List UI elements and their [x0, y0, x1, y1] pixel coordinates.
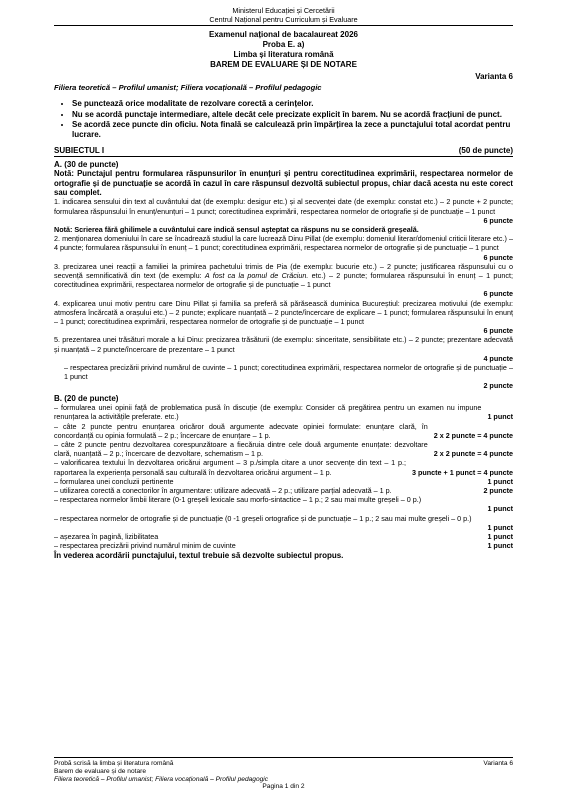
item-text: – câte 2 puncte pentru enunțarea oricăror două argumente adecvate opiniei formulate: enunțare clară, în concordanță cu opinia formulată – 2 p.; încercare de enunțare – 1 p.	[54, 421, 428, 440]
item-score: 1 punct	[487, 541, 513, 551]
item-score: 2 puncte	[483, 486, 513, 496]
item-quote: A fost ca la pomul de Crăciun.	[204, 271, 309, 280]
b-item	[54, 477, 513, 486]
item-text: – respectarea normelor limbii literare (0-1 greșeli lexicale sau morfo-sintactice – 1 p.; 2 sau mai multe greșeli – 0 p.)	[54, 495, 422, 505]
subject-title: Limba și literatura română	[233, 50, 334, 60]
b-item	[54, 403, 513, 421]
instruction-item: • Nu se acordă punctaje intermediare, altele decât cele precizate explicit în barem. Nu se acordă fracțiuni de punct.	[72, 110, 513, 120]
b-item	[54, 440, 513, 458]
item-score: 2 x 2 puncte = 4 puncte	[433, 449, 513, 459]
proba-title: Proba E. a)	[262, 40, 305, 50]
item-score: 4 puncte	[483, 353, 513, 363]
instruction-item: • Se acordă zece puncte din oficiu. Nota finală se calculează prin împărțirea la zece a punctajului total acordat pentru lucrare.	[72, 120, 513, 139]
filiera-line: Filiera teoretică – Profilul umanist; Filiera vocațională – Profilul pedagogic	[54, 83, 322, 93]
item-text-cont: etc.) – 2 puncte; formularea răspunsului în enunț – 1 punct; corectitudinea exprimării, respectarea normelor de ortografie și de punctuație – 1 punct	[54, 271, 513, 290]
item-score: 6 puncte	[483, 252, 513, 262]
item-score: 6 puncte	[483, 289, 513, 299]
subiect-heading	[54, 146, 513, 157]
item-text: – respectarea precizării privind numărul minim de cuvinte	[54, 541, 236, 551]
item-score: 1 punct	[487, 476, 513, 486]
section-b-final-note: În vederea acordării punctajului, textul trebuie să dezvolte subiectul propus.	[54, 551, 344, 561]
item-text: – formularea unei concluzii pertinente	[54, 476, 174, 486]
exam-title: Examenul național de bacalaureat 2026	[209, 30, 358, 40]
item-text: 5. prezentarea unei trăsături morale a lui Dinu: precizarea trăsăturii (de exemplu: sinceritate, sensibilitate etc.) – 2 puncte; prezentare adecvată și nuanțată – 2 puncte/încercare de prezentare – 1 punct	[54, 335, 513, 354]
item-score: 1 punct	[487, 504, 513, 514]
footer-filiera: Filiera teoretică – Profilul umanist; Filiera vocațională – Profilul pedagogic	[54, 775, 269, 783]
b-item	[54, 422, 513, 440]
b-item	[54, 486, 513, 495]
item-3	[54, 262, 513, 299]
footer-barem: Barem de evaluare și de notare	[54, 767, 147, 775]
item-score: 2 puncte	[483, 381, 513, 391]
b-item	[54, 458, 513, 476]
section-b-label: B. (20 de puncte)	[54, 393, 119, 403]
section-a-note: Notă: Punctajul pentru formularea răspunsurilor în enunțuri și pentru corectitudinea exprimării, respectarea normelor de ortografie și de punctuație se acordă în cazul în care răspunsul dezvoltă subiectul propus, chiar dacă acesta nu este corect sau complet.	[54, 169, 513, 197]
footer-variant: Varianta 6	[483, 760, 513, 767]
b-item	[54, 541, 513, 550]
section-a-quote-note: Notă: Scrierea fără ghilimele a cuvântului care indică sensul așteptat ca răspuns nu se consideră greșeală.	[54, 224, 419, 234]
item-text: 4. explicarea unui motiv pentru care Dinu Pillat și familia sa preferă să părăsească duminica Bucureștiul: precizarea motivului (de exemplu: atmosfera încărcată a orașului etc.) – 2 puncte; explicare nuanțată – 2 puncte/încercare de explicare – 1 punct; formularea răspunsului în enunț – 1 punct; corectitudinea exprimării, respectarea normelor de ortografie și de punctuație – 1 punct	[54, 298, 513, 327]
document-page	[54, 7, 513, 561]
b-item	[54, 495, 513, 513]
ministry-name: Ministerul Educației și Cercetării	[232, 6, 335, 15]
item-score: 2 x 2 puncte = 4 puncte	[433, 430, 513, 440]
page-footer	[54, 757, 513, 791]
item-1	[54, 197, 513, 225]
header-divider	[54, 25, 513, 26]
item-score: 1 punct	[487, 412, 513, 422]
item-score: 1 punct	[487, 522, 513, 532]
item-text: – valorificarea textului în dezvoltarea oricărui argument – 3 p./simpla citare a unor secvențe din text – 1 p.; raportarea la experiența personală sau culturală în dezvoltarea oricărui argument – 1 p.	[54, 458, 406, 477]
b-item	[54, 532, 513, 541]
variant-label: Varianta 6	[475, 72, 513, 82]
item-text: 3. precizarea unei reacții a familiei la primirea pachetului trimis de Pia (de exemplu: bucurie etc.) – 2 puncte; justificarea răspunsului cu o secvență semnificativă din text (de exemplu:	[54, 261, 513, 280]
item-extra	[54, 363, 513, 391]
page-number: Pagina 1 din 2	[262, 783, 305, 791]
section-a-label: A. (30 de puncte)	[54, 159, 119, 169]
item-score: 3 puncte + 1 punct = 4 puncte	[411, 467, 513, 477]
item-score: 6 puncte	[483, 215, 513, 225]
footer-subject: Probă scrisă la limba și literatura română	[54, 760, 174, 767]
item-score: 1 punct	[487, 532, 513, 542]
b-item	[54, 514, 513, 532]
item-text: – respectarea normelor de ortografie și de punctuație (0 -1 greșeli ortografice și de punctuație – 1 p.; 2 sau mai multe greșeli – 0 p.)	[54, 513, 472, 523]
item-text: 1. indicarea sensului din text al cuvântului dat (de exemplu: desigur etc.) și al secvenței date (de exemplu: constat etc.) – 2 puncte + 2 puncte; formularea răspunsului în enunț/enunțuri – 1 punct; corectitudinea exprimării, respectarea normelor de ortografie și de punctuație – 1 punct	[54, 197, 513, 216]
item-text: – respectarea precizării privind numărul de cuvinte – 1 punct; corectitudinea exprimării, respectarea normelor de ortografie și de punctuație – 1 punct	[64, 363, 513, 382]
ministry-header	[54, 7, 513, 24]
item-5	[54, 335, 513, 363]
item-text: – utilizarea corectă a conectorilor în argumentare: utilizare adecvată – 2 p.; utilizare parțial adecvată – 1 p.	[54, 486, 392, 496]
item-text: – formularea unei opinii față de problematica pusă în discuție (de exemplu: Consider că pregătirea pentru un examen nu impune renunțarea la activitățile preferate. etc.)	[54, 403, 482, 422]
item-text: – câte 2 puncte pentru dezvoltarea corespunzătoare a fiecăruia dintre cele două argumente enunțate: dezvoltare clară, nuanțată – 2 p.; încercare de dezvoltare, schematism – 1 p.	[54, 440, 428, 459]
instructions-list	[54, 99, 513, 139]
center-name: Centrul Național pentru Curriculum și Evaluare	[209, 14, 358, 24]
subiect-label: SUBIECTUL I	[54, 145, 105, 155]
item-text: – așezarea în pagină, lizibilitatea	[54, 532, 159, 542]
item-2	[54, 234, 513, 262]
item-score: 6 puncte	[483, 326, 513, 336]
subiect-points: (50 de puncte)	[458, 145, 513, 155]
item-text: 2. menționarea domeniului în care se încadrează studiul la care lucrează Dinu Pillat (de exemplu: domeniul literar/domeniul criticii literare etc.) – 4 puncte; formularea răspunsului în enunț – 1 punct; corectitudinea exprimării, respectarea normelor de ortografie și de punctuație – 1 punct	[54, 234, 513, 253]
barem-title: BAREM DE EVALUARE ȘI DE NOTARE	[210, 60, 357, 70]
instruction-item: • Se punctează orice modalitate de rezolvare corectă a cerințelor.	[72, 99, 513, 109]
item-4	[54, 299, 513, 336]
